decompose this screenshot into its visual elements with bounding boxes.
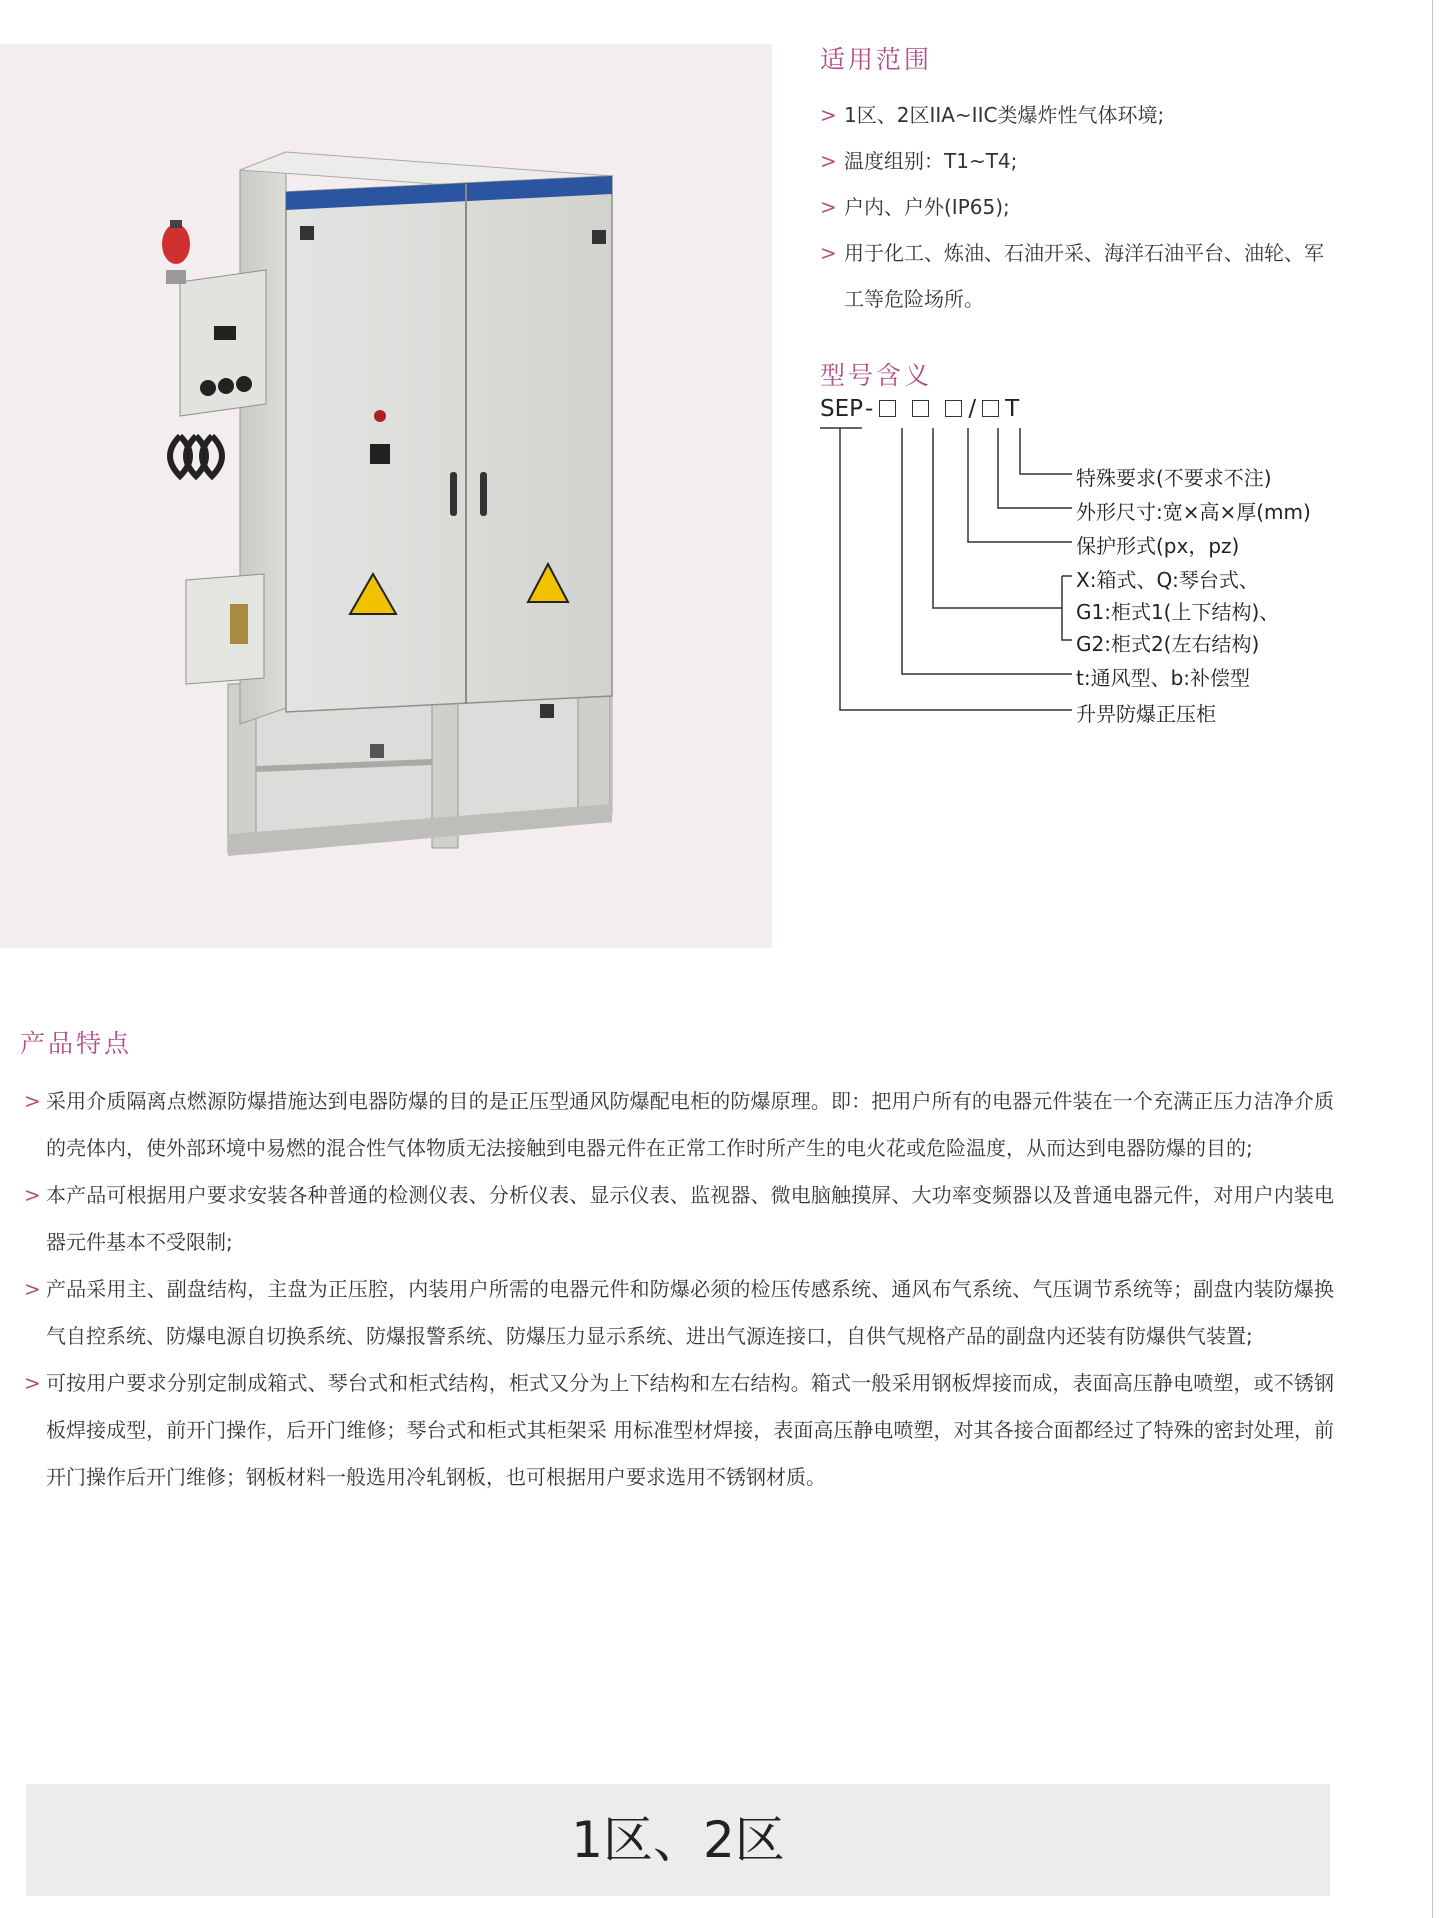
model-label: 特殊要求(不要求不注) xyxy=(1076,466,1272,490)
feature-item: > 产品采用主、副盘结构，主盘为正压腔，内装用户所需的电器元件和防爆必须的检压传感系统、通风布气系统、气压调节系统等；副盘内装防爆换气自控系统、防爆电源自切换系统、防爆报警系统、防爆压力显示系统、进出气源连接口，自供气规格产品的副盘内还装有防爆供气装置; xyxy=(24,1266,1334,1360)
model-label: 外形尺寸:宽×高×厚(mm) xyxy=(1076,500,1311,524)
model-label: 保护形式(px，pz) xyxy=(1076,534,1240,558)
bullet-arrow-icon: > xyxy=(24,1183,41,1207)
model-label: G1:柜式1(上下结构)、 xyxy=(1076,600,1280,624)
model-label: t:通风型、b:补偿型 xyxy=(1076,666,1251,690)
feature-item: > 可按用户要求分别定制成箱式、琴台式和柜式结构，柜式又分为上下结构和左右结构。箱式一般采用钢板焊接而成，表面高压静电喷塑，或不锈钢板焊接成型，前开门操作，后开门维修；琴台式和柜式其柜架采 用标准型材焊接，表面高压静电喷塑，对其各接合面都经过了特殊的密封处理，前开门操作后开门维修；钢板材料一般选用冷轧钢板，也可根据用户要求选用不锈钢材质。 xyxy=(24,1360,1334,1501)
bullet-arrow-icon: > xyxy=(820,103,837,127)
scope-heading: 适用范围 xyxy=(820,45,933,74)
feature-item: > 采用介质隔离点燃源防爆措施达到电器防爆的目的是正压型通风防爆配电柜的防爆原理。即：把用户所有的电器元件装在一个充满正压力洁净介质的壳体内，使外部环境中易燃的混合性气体物质无法接触到电器元件在正常工作时所产生的电火花或危险温度，从而达到电器防爆的目的; xyxy=(24,1078,1334,1172)
zone-title: 1区、2区 xyxy=(571,1811,785,1869)
feature-item: > 本产品可根据用户要求安装各种普通的检测仪表、分析仪表、显示仪表、监视器、微电脑触摸屏、大功率变频器以及普通电器元件，对用户内装电器元件基本不受限制; xyxy=(24,1172,1334,1266)
model-heading: 型号含义 xyxy=(820,361,933,390)
scope-item: > 1区、2区IIA~IIC类爆炸性气体环境; xyxy=(820,92,1340,138)
scope-item: > 户内、户外(IP65); xyxy=(820,184,1340,230)
scope-item: > 温度组别：T1~T4; xyxy=(820,138,1340,184)
bullet-arrow-icon: > xyxy=(24,1371,41,1395)
bullet-arrow-icon: > xyxy=(820,195,837,219)
model-slash: / xyxy=(968,396,977,422)
model-prefix: SEP xyxy=(820,396,864,422)
bullet-arrow-icon: > xyxy=(820,241,837,265)
model-label: G2:柜式2(左右结构) xyxy=(1076,632,1260,656)
features-list xyxy=(24,1078,1334,1501)
model-label: 升畀防爆正压柜 xyxy=(1076,702,1216,726)
bullet-arrow-icon: > xyxy=(24,1089,41,1113)
model-suffix: T xyxy=(1005,396,1020,422)
model-code-diagram xyxy=(818,396,1338,736)
features-heading: 产品特点 xyxy=(20,1029,133,1058)
bullet-arrow-icon: > xyxy=(24,1277,41,1301)
zone-banner xyxy=(26,1784,1330,1896)
page-edge-rule xyxy=(1432,0,1433,1918)
scope-item: > 用于化工、炼油、石油开采、海洋石油平台、油轮、军工等危险场所。 xyxy=(820,230,1340,322)
bullet-arrow-icon: > xyxy=(820,149,837,173)
scope-list xyxy=(820,92,1340,322)
cabinet-illustration xyxy=(0,44,772,948)
model-label: X:箱式、Q:琴台式、 xyxy=(1076,568,1259,592)
model-dash: - xyxy=(865,396,874,422)
product-photo xyxy=(0,44,772,948)
